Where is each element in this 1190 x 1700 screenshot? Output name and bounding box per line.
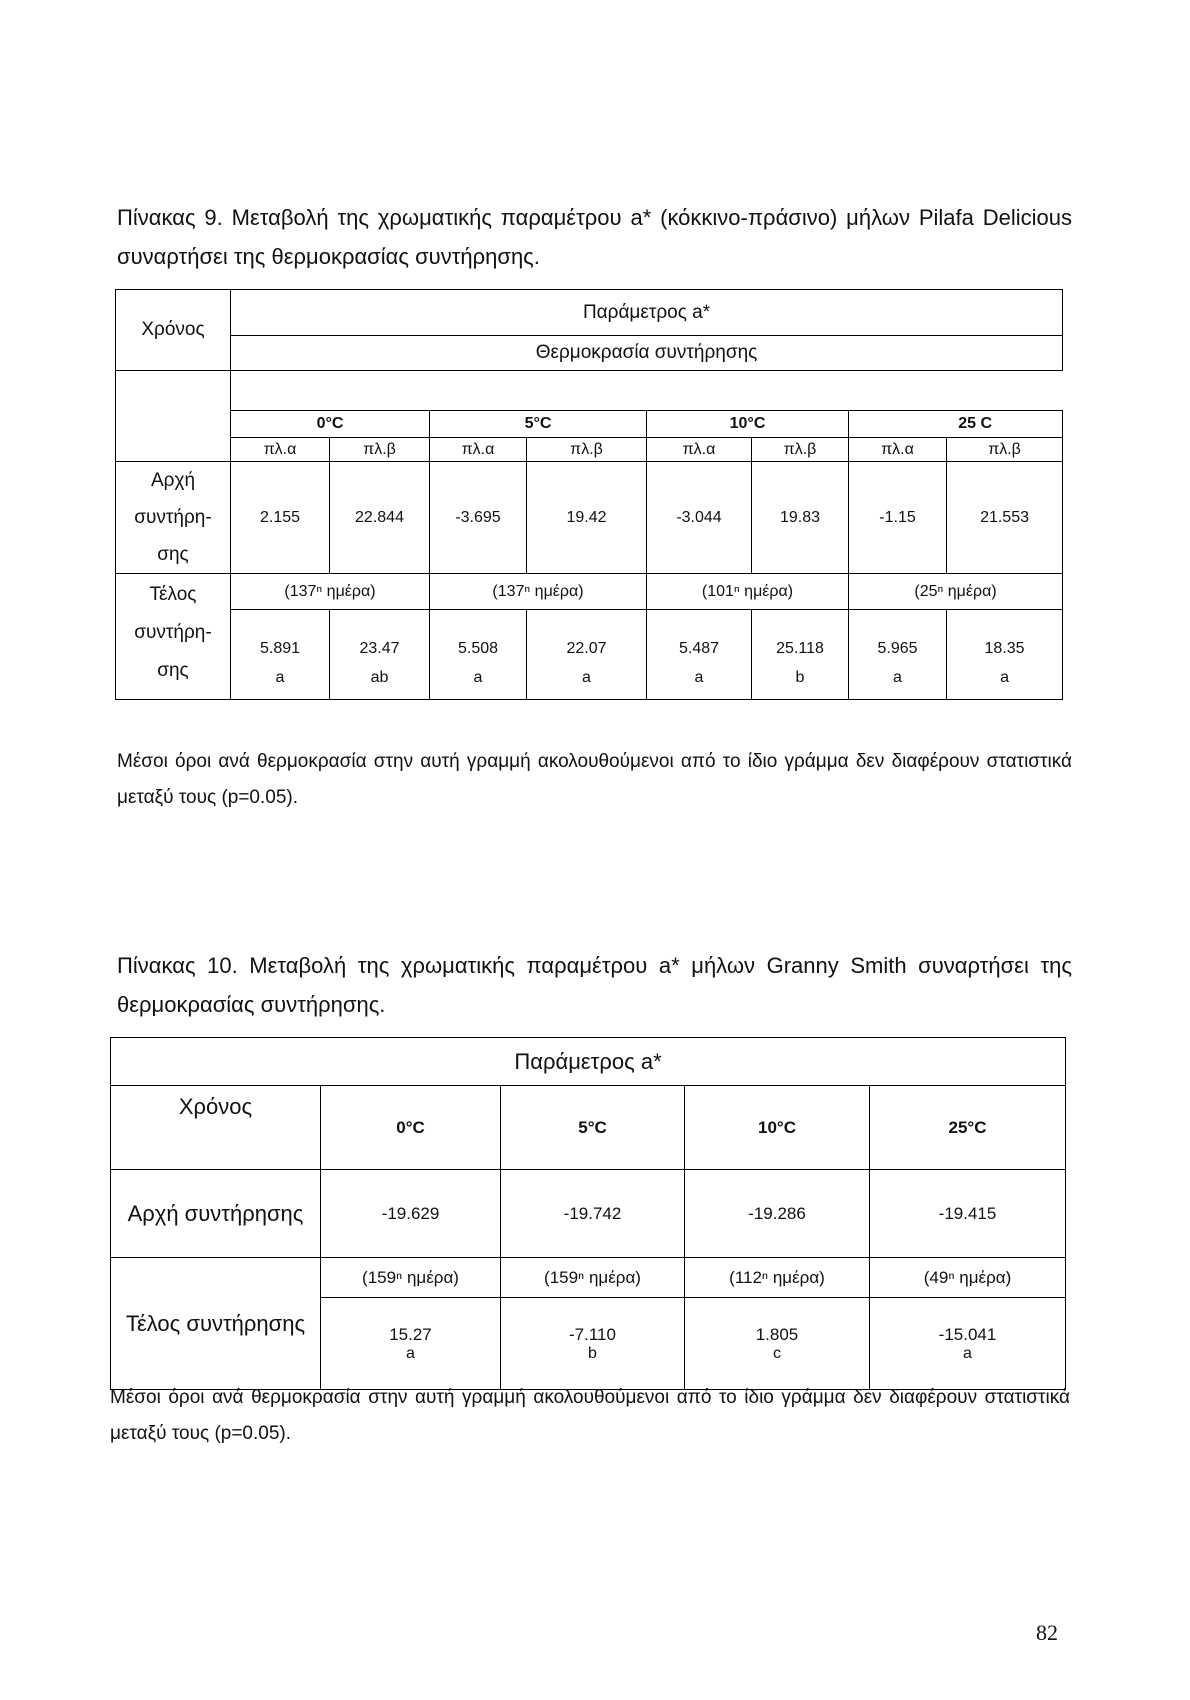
sig-letter: a [430, 658, 527, 700]
subcol-label: πλ.α [231, 438, 330, 462]
end-value: 5.487 [647, 610, 752, 658]
sig-letter: a [406, 1344, 415, 1362]
end-day: (159ⁿ ημέρα) [501, 1258, 685, 1298]
start-row-label: Αρχή συντήρη- σης [116, 462, 231, 574]
start-value: 19.83 [752, 462, 849, 574]
end-day: (137ⁿ ημέρα) [231, 574, 430, 610]
blank-cell [116, 371, 231, 462]
end-value: 25.118 [752, 610, 849, 658]
end-day: (112ⁿ ημέρα) [685, 1258, 870, 1298]
end-row-label: Τέλος συντήρη- σης [116, 574, 231, 700]
subcol-label: πλ.β [330, 438, 430, 462]
sig-letter: a [963, 1344, 972, 1362]
subcol-label: πλ.α [647, 438, 752, 462]
table9-footnote: Μέσοι όροι ανά θερμοκρασία στην αυτή γραμμή ακολουθούμενοι από το ίδιο γράμμα δεν διαφέρουν στατιστικά μεταξύ τους (p=0.05). [117, 751, 1072, 808]
start-value: -19.415 [870, 1170, 1066, 1258]
parameter-header: Παράμετρος a* [231, 290, 1063, 336]
temp-col-0: 0°C [321, 1086, 501, 1170]
end-day: (49ⁿ ημέρα) [870, 1258, 1066, 1298]
subcol-label: πλ.β [527, 438, 647, 462]
start-value: 19.42 [527, 462, 647, 574]
temp-col-10: 10°C [647, 411, 849, 438]
end-value: 1.805 [755, 1324, 799, 1344]
start-row-label: Αρχή συντήρησης [111, 1170, 321, 1258]
sig-letter: b [752, 658, 849, 700]
sig-letter: ab [330, 658, 430, 700]
sig-letter: a [947, 658, 1063, 700]
end-value: 5.508 [430, 610, 527, 658]
end-cell [870, 1298, 1066, 1390]
temp-col-25: 25°C [870, 1086, 1066, 1170]
time-header: Χρόνος [116, 290, 231, 371]
sig-letter: a [527, 658, 647, 700]
end-value: 18.35 [947, 610, 1063, 658]
end-value: 5.965 [849, 610, 947, 658]
start-value: 21.553 [947, 462, 1063, 574]
temp-col-10: 10°C [685, 1086, 870, 1170]
end-row-label: Τέλος συντήρησης [111, 1258, 321, 1390]
subcol-label: πλ.α [849, 438, 947, 462]
parameter-header: Παράμετρος a* [111, 1038, 1066, 1086]
start-value: -19.629 [321, 1170, 501, 1258]
table10-caption: Πίνακας 10. Μεταβολή της χρωματικής παραμέτρου a* μήλων Granny Smith συναρτήσει της θερμοκρασίας συντήρησης. [117, 953, 1072, 1017]
subcol-label: πλ.β [947, 438, 1063, 462]
start-value: -19.742 [501, 1170, 685, 1258]
start-value: 2.155 [231, 462, 330, 574]
end-value: 22.07 [527, 610, 647, 658]
temp-col-25: 25 C [849, 411, 1063, 438]
temperature-header: Θερμοκρασία συντήρησης [231, 336, 1063, 371]
time-header: Χρόνος [111, 1086, 321, 1170]
end-cell [321, 1298, 501, 1390]
end-value: -7.110 [569, 1324, 616, 1344]
end-value: 23.47 [330, 610, 430, 658]
end-value: 5.891 [231, 610, 330, 658]
end-day: (159ⁿ ημέρα) [321, 1258, 501, 1298]
end-value: 15.27 [389, 1324, 432, 1344]
start-value: -1.15 [849, 462, 947, 574]
sig-letter: a [647, 658, 752, 700]
table9 [115, 289, 1063, 700]
sig-letter: b [588, 1344, 597, 1362]
spacer-cell [231, 371, 1063, 411]
table10-footnote: Μέσοι όροι ανά θερμοκρασία στην αυτή γραμμή ακολουθούμενοι από το ίδιο γράμμα δεν διαφέρουν στατιστικά μεταξύ τους (p=0.05). [110, 1387, 1070, 1444]
temp-col-0: 0°C [231, 411, 430, 438]
subcol-label: πλ.α [430, 438, 527, 462]
end-day: (25ⁿ ημέρα) [849, 574, 1063, 610]
end-cell [685, 1298, 870, 1390]
start-value: 22.844 [330, 462, 430, 574]
end-day: (101ⁿ ημέρα) [647, 574, 849, 610]
start-value: -3.044 [647, 462, 752, 574]
sig-letter: a [231, 658, 330, 700]
table9-caption: Πίνακας 9. Μεταβολή της χρωματικής παραμέτρου a* (κόκκινο-πράσινο) μήλων Pilafa Delicious συναρτήσει της θερμοκρασίας συντήρησης. [117, 205, 1072, 269]
end-value: -15.041 [938, 1324, 997, 1344]
table10 [110, 1037, 1066, 1390]
end-cell [501, 1298, 685, 1390]
start-value: -19.286 [685, 1170, 870, 1258]
sig-letter: c [773, 1344, 781, 1362]
page-number: 82 [1036, 1620, 1058, 1645]
start-value: -3.695 [430, 462, 527, 574]
temp-col-5: 5°C [430, 411, 647, 438]
subcol-label: πλ.β [752, 438, 849, 462]
sig-letter: a [849, 658, 947, 700]
temp-col-5: 5°C [501, 1086, 685, 1170]
end-day: (137ⁿ ημέρα) [430, 574, 647, 610]
